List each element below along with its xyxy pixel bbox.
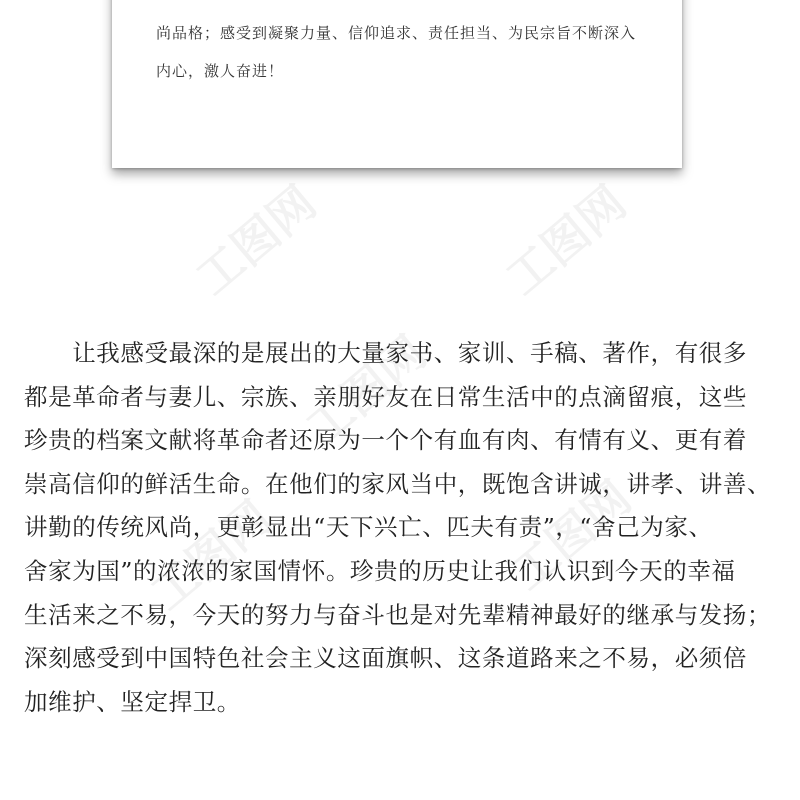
article-line: 让我感受最深的是展出的大量家书、家训、手稿、著作，有很多	[24, 339, 747, 367]
article-line: 讲勤的传统风尚，更彰显出“天下兴亡、匹夫有责”，“舍己为家、	[24, 513, 713, 542]
watermark: 工图网	[140, 490, 282, 621]
quote-card	[112, 0, 682, 168]
article-body	[24, 332, 784, 724]
article-line: 崇高信仰的鲜活生命。在他们的家风当中，既饱含讲诚，讲孝、讲善、	[24, 469, 772, 498]
card-line: 尚品格；感受到凝聚力量、信仰追求、责任担当、为民宗旨不断深入	[156, 24, 637, 42]
article-line: 深刻感受到中国特色社会主义这面旗帜、这条道路来之不易，必须倍	[24, 644, 747, 673]
article-line: 舍家为国”的浓浓的家国情怀。珍贵的历史让我们认识到今天的幸福	[24, 556, 736, 585]
article-line: 珍贵的档案文献将革命者还原为一个个有血有肉、有情有义、更有着	[24, 426, 747, 455]
article-line: 生活来之不易，今天的努力与奋斗也是对先辈精神最好的继承与发扬；	[24, 600, 772, 629]
watermark: 工图网	[500, 470, 642, 601]
article-line: 都是革命者与妻儿、宗族、亲朋好友在日常生活中的点滴留痕，这些	[24, 382, 747, 411]
card-line: 内心，激人奋进！	[156, 62, 285, 80]
watermark: 工图网	[495, 175, 637, 306]
watermark: 工图网	[295, 325, 437, 456]
card-text	[156, 14, 676, 90]
article-line: 加维护、坚定捍卫。	[24, 687, 241, 716]
watermark: 工图网	[185, 175, 327, 306]
